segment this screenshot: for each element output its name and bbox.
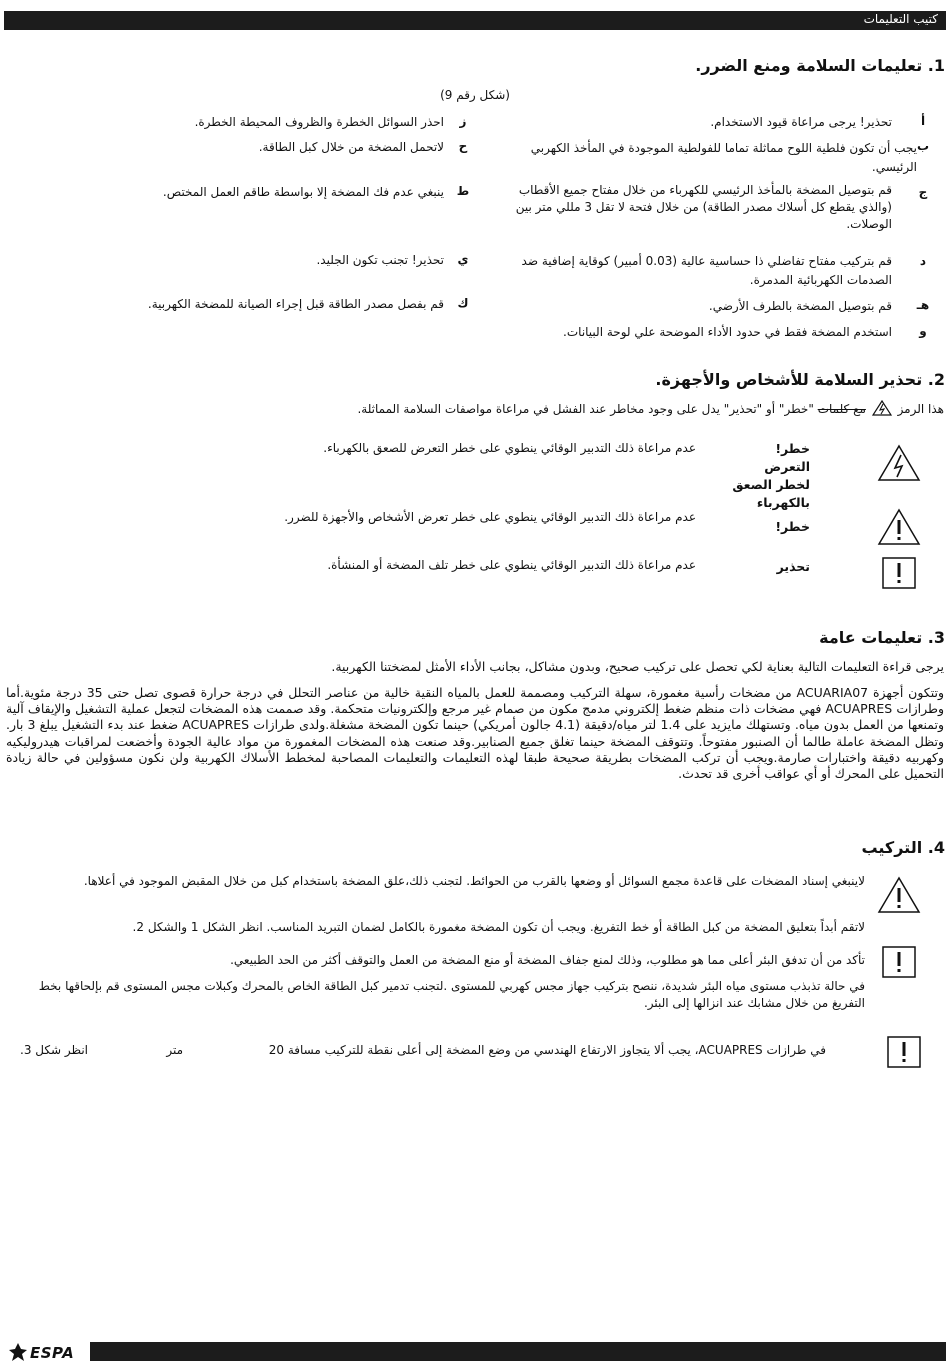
warning-box-icon bbox=[882, 946, 916, 978]
brand-name: ESPA bbox=[30, 1344, 75, 1362]
safety-item: قم بتوصيل المضخة بالمأخذ الرئيسي للكهرباء من خلال مفتاح جميع الأقطاب (والذي يقطع كل أسلاك مصدر الطاقة) من خلال فتحة لا تقل 3 مللي متر بين الوصلات. bbox=[515, 183, 892, 231]
general-intro-paragraph: يرجى قراءة التعليمات التالية بعناية لكي تحصل على تركيب صحيح، وبدون مشاكل، بجانب الأداء الأمثل لمضختنا الكهربية. bbox=[331, 659, 944, 674]
safety-item: ينبغي عدم فك المضخة إلا بواسطة طاقم العمل المختص. bbox=[162, 185, 444, 199]
intro-start: هذا الرمز bbox=[897, 402, 944, 416]
install-note-1: لاينبغي إسناد المضخات على قاعدة مجمع السوائل أو وضعها بالقرب من الحوائط. لتجنب ذلك،علق المضخة باستخدام كبل من خلال المقبض الموجود في أعلاها. bbox=[83, 874, 865, 888]
safety-item: يجب أن تكون فلطية اللوح مماثلة تماما للفولطية الموجودة في المأخذ الكهربي الرئيسي. bbox=[530, 141, 917, 174]
danger-triangle-icon bbox=[877, 876, 921, 914]
safety-item: استخدم المضخة فقط في حدود الأداء الموضحة علي لوحة البيانات. bbox=[563, 325, 892, 339]
install-note-4: في حالة تذبذب مستوى مياه البئر شديدة، ننصح بتركيب جهاز مجس كهربي للمستوى .لتجنب تدمير كبل الطاقة الخاص بالمحرك وكبلات مجس المستوى قم بإلحاقها بخط التفريغ من خلال مشابك عند انزالها إلى البئر. bbox=[38, 979, 865, 1010]
item-letter: أ bbox=[920, 114, 926, 128]
footer-bar bbox=[4, 1342, 946, 1361]
item-letter: ح bbox=[458, 139, 468, 153]
header-title: كتيب التعليمات bbox=[863, 12, 938, 26]
electric-hazard-icon bbox=[877, 444, 921, 482]
warning-box-icon bbox=[882, 557, 916, 589]
item-letter: ي bbox=[457, 252, 469, 266]
desc-electric-danger: عدم مراعاة ذلك التدبير الوقائي ينطوي على خطر التعرض للصعق بالكهرباء. bbox=[323, 441, 696, 455]
general-body-paragraph: وتتكون أجهزة ACUARIA07 من مضخات رأسية مغمورة، سهلة التركيب ومصممة للعمل بالمياه النقية خالية من عناصر التحلل في درجة حرارة قصوى تصل حتى 35 درجة مئوية.أما وطرازات ACUAPRES فهي مضخات ذات منظم ضغط إلكتروني مدمج مكون من صمام غير مرجع وإلكترونيات متحكمة. وقد صممت هذه المضخات لتجعل عملية التشغيل والإيقاف آلية وتمنعها من العمل بدون مياه. وتستهلك مايزيد على 1.4 لتر مياه/دقيقة (4.1 جالون أمريكي) حينما تكون المضخة مشغلة.ولدى طرازات ACUAPRES ضغط عند بدء التشغيل يبلغ 3 بار. وتظل المضخة عاملة طالما أن الصنبور مفتوحاً. وتتوقف المضخة حينما تغلق جميع الصنابير.وقد صنعت هذه المضخات المغمورة من مواد عالية الجودة وأخضعت لمراقبات هيدروليكيه وكهربيه دقيقة واختبارات صارمة.ويجب أن تركب المضخات بطريقة صحيحة طبقا لهذه التعليمات والتعليمات المصاحبة لمخطط الأسلاك الكهربية ولن نكون مسؤولين في حالة زيادة التحميل على المحرك أو أي عواقب أخرى قد تحدث. bbox=[6, 685, 945, 782]
safety-item: تحذير! يرجى مراعاة قيود الاستخدام. bbox=[710, 115, 892, 129]
safety-item: قم بفصل مصدر الطاقة قبل إجراء الصيانة للمضخة الكهربية. bbox=[147, 297, 444, 311]
item-letter: ز bbox=[459, 114, 467, 128]
label-electric-danger: خطر!التعرض لخطر الصعق بالكهرباء bbox=[732, 441, 810, 510]
figure-reference: (شكل رقم 9) bbox=[440, 88, 510, 102]
install-note-5-unit: متر bbox=[166, 1043, 183, 1057]
desc-warning: عدم مراعاة ذلك التدبير الوقائي ينطوي على خطر تلف المضخة أو المنشأة. bbox=[327, 558, 696, 572]
espa-logo-icon bbox=[7, 1341, 29, 1363]
lightning-warning-icon bbox=[872, 400, 892, 416]
install-note-5: في طرازات ACUAPRES، يجب ألا يتجاوز الارتفاع الهندسي من وضع المضخة إلى أعلى نقطة للتركيب مسافة 20 bbox=[268, 1043, 826, 1057]
desc-danger: عدم مراعاة ذلك التدبير الوقائي ينطوي على خطر تعرض الأشخاص والأجهزة للضرر. bbox=[284, 510, 696, 524]
intro-strike: مع كلمات bbox=[817, 402, 866, 416]
item-letter: ك bbox=[457, 296, 469, 310]
danger-triangle-icon bbox=[877, 508, 921, 546]
item-letter: ط bbox=[456, 184, 470, 198]
item-letter: د bbox=[919, 254, 927, 268]
label-warning: تحذير bbox=[776, 559, 810, 574]
safety-item: لاتحمل المضخة من خلال كبل الطاقة. bbox=[258, 140, 444, 154]
intro-end: "خطر" أو "تحذير" يدل على وجود مخاطر عند الفشل في مراعاة مواصفات السلامة المماثلة. bbox=[357, 402, 814, 416]
install-note-2: لاتقم أبداً بتعليق المضخة من كبل الطاقة أو خط التفريغ. ويجب أن تكون المضخة مغمورة بالكامل لضمان التبريد المناسب. انظر الشكل 1 والشكل 2. bbox=[132, 920, 865, 934]
section-3-title: 3. تعليمات عامة bbox=[819, 628, 945, 647]
item-letter: و bbox=[919, 324, 927, 338]
label-danger: خطر! bbox=[775, 519, 810, 534]
item-letter: هـ bbox=[916, 298, 930, 312]
header-bar bbox=[4, 11, 946, 30]
section-1-title: 1. تعليمات السلامة ومنع الضرر. bbox=[695, 56, 945, 75]
install-note-3: تأكد من أن تدفق البئر أعلى مما هو مطلوب، وذلك لمنع جفاف المضخة أو منع المضخة من العمل والتوقف أكثر من الحد الطبيعي. bbox=[230, 953, 865, 967]
safety-item: تحذير! تجنب تكون الجليد. bbox=[316, 253, 444, 267]
install-note-5-figure-ref: انظر شكل 3. bbox=[19, 1043, 88, 1057]
item-letter: ج bbox=[918, 185, 928, 199]
warning-box-icon bbox=[887, 1036, 921, 1068]
safety-item: قم بتركيب مفتاح تفاضلي ذا حساسية عالية (0.03 أمبير) كوقاية إضافية ضد الصدمات الكهربائية المدمرة. bbox=[521, 254, 892, 287]
section-4-title: 4. التركيب bbox=[861, 838, 945, 857]
symbol-intro bbox=[244, 400, 944, 417]
safety-item: احذر السوائل الخطرة والظروف المحيطة الخطرة. bbox=[194, 115, 444, 129]
item-letter: ب bbox=[916, 139, 930, 153]
espa-logo bbox=[4, 1338, 90, 1366]
section-2-title: 2. تحذير السلامة للأشخاص والأجهزة. bbox=[655, 370, 945, 389]
safety-item: قم بتوصيل المضخة بالطرف الأرضي. bbox=[708, 299, 892, 313]
